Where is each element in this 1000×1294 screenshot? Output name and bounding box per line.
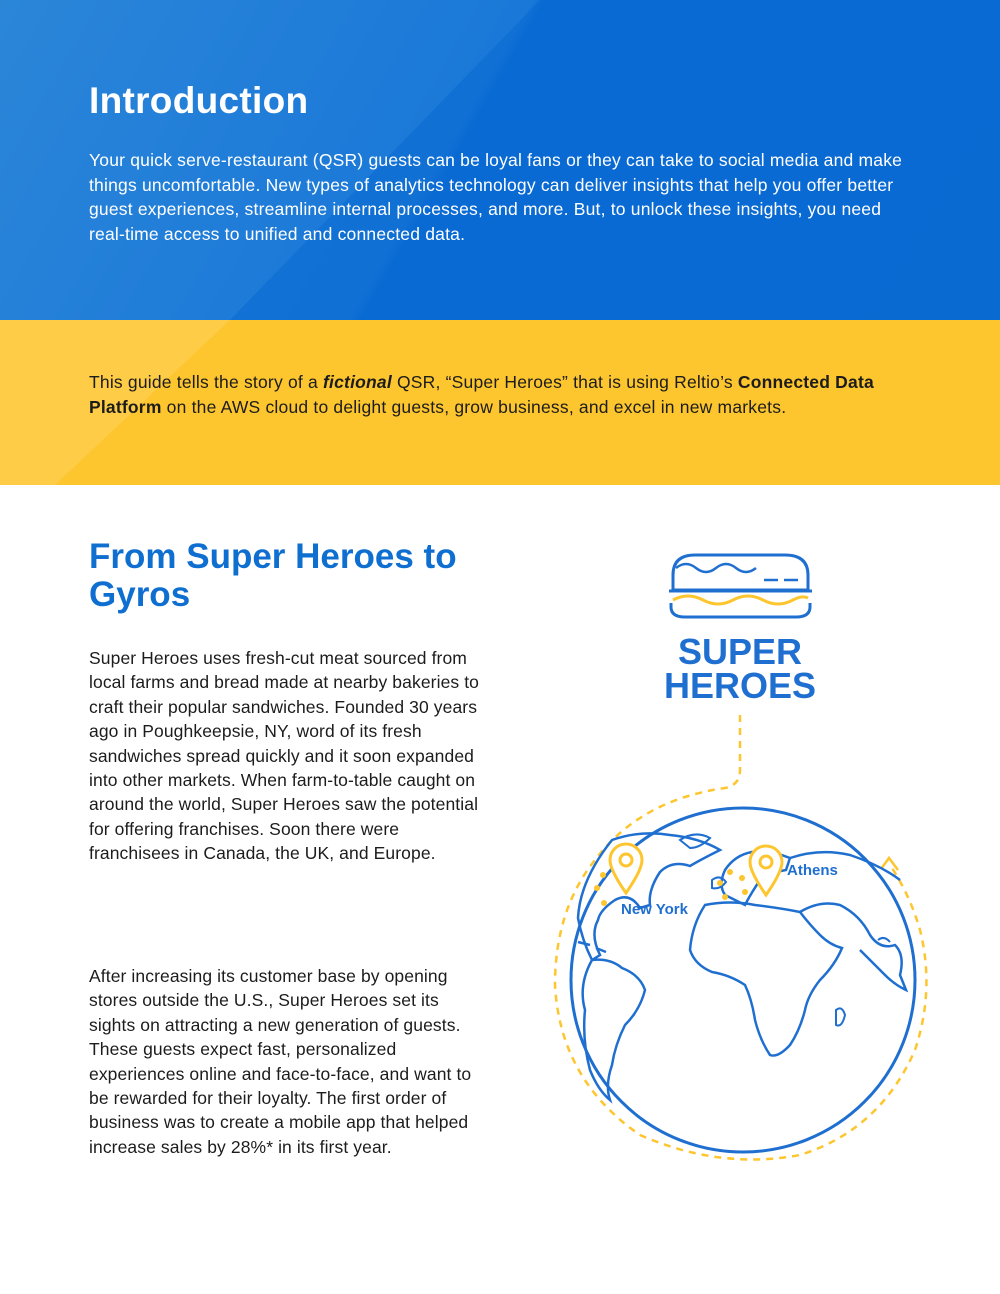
body-paragraph-2: After increasing its customer base by opening stores outside the U.S., Super Heroes set its sights on attracting a new generation of guests. These guests expect fast, personalized experiences online and face-to-face, and want to be rewarded for their loyalty. The first order of business was to create a mobile app that helped increase sales by 28%* in its first year.	[89, 966, 472, 1157]
pin-label-athens: Athens	[787, 862, 838, 879]
intro-paragraph: Your quick serve-restaurant (QSR) guests can be loyal fans or they can take to social media and make things uncomfortable. New types of analytics technology can deliver insights that help you offer better guest experiences, streamline internal processes, and more. But, to unlock these insights, you need real-time access to unified and connected data.	[89, 150, 903, 244]
section-title: From Super Heroes to Gyros	[89, 537, 457, 614]
pin-label-new-york: New York	[621, 901, 688, 918]
body-paragraph-1: Super Heroes uses fresh-cut meat sourced from local farms and bread made at nearby bakeries to craft their popular sandwiches. Founded 30 years ago in Poughkeepsie, NY, word of its fresh sandwiches spread quickly and it soon expanded into other markets. When farm-to-table caught on around the world, Super Heroes saw the potential for offering franchises. Soon there were franchisees in Canada, the UK, and Europe.	[89, 648, 480, 864]
platform-name: Connected Data Platform	[89, 372, 874, 417]
intro-title: Introduction	[89, 80, 309, 121]
sandwich-icon	[669, 555, 812, 617]
summary-text-part: QSR, “Super Heroes” that is using Reltio’s	[391, 372, 738, 392]
guide-summary-text	[89, 370, 909, 419]
super-heroes-illustration	[540, 540, 960, 1180]
logo-line-1: SUPER	[677, 631, 803, 672]
summary-text-part: This guide tells the story of a	[89, 372, 324, 392]
guide-summary-band	[0, 320, 1000, 485]
summary-emphasis: fictional	[323, 372, 392, 392]
intro-section	[0, 0, 1000, 320]
summary-text-part: on the AWS cloud to delight guests, grow business, and excel in new markets.	[161, 396, 787, 417]
logo-line-2: HEROES	[663, 665, 817, 706]
